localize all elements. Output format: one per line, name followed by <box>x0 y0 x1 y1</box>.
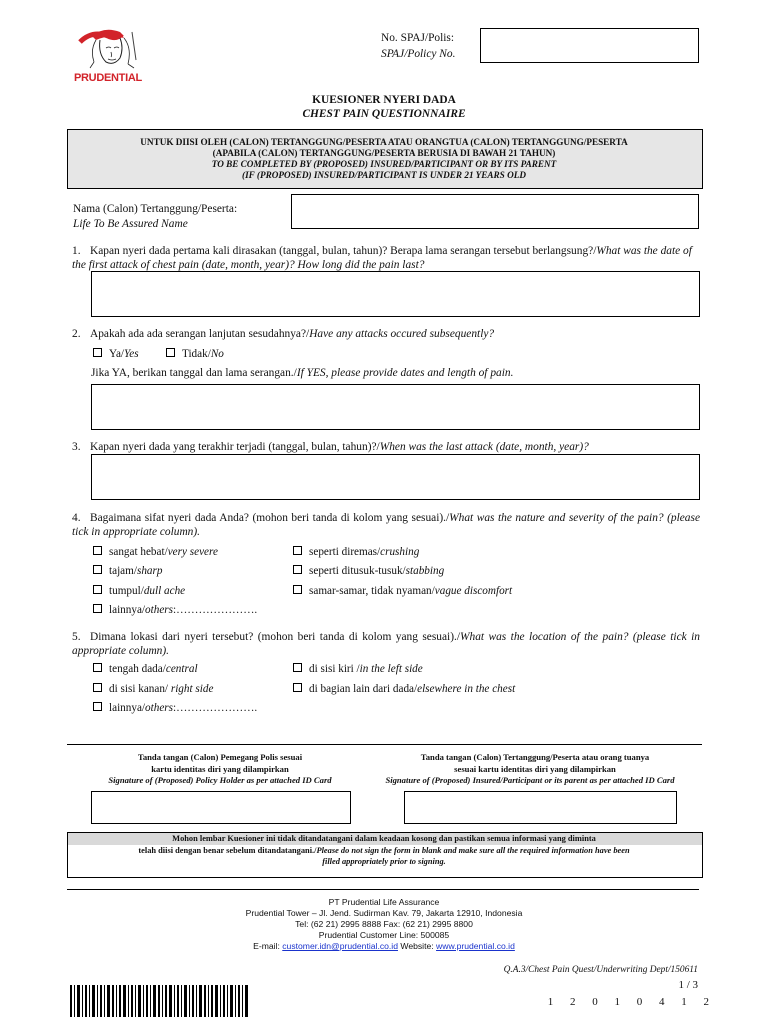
notice-line-2: telah diisi dengan benar sebelum ditandatangani./Please do not sign the form in blank and make sure all the required information have been <box>138 846 630 855</box>
q4-option-dull-ache[interactable]: tumpul/dull ache <box>93 584 185 598</box>
q4-option-others[interactable]: lainnya/others:…………………. <box>93 603 257 617</box>
q2-no-checkbox[interactable] <box>166 348 175 357</box>
q4-option-sharp[interactable]: tajam/sharp <box>93 564 162 578</box>
notice-line-3: filled appropriately prior to signing. <box>322 857 446 866</box>
left-signature-caption-1: Tanda tangan (Calon) Pemegang Polis sesuai <box>137 752 303 762</box>
checkbox[interactable] <box>93 683 102 692</box>
checkbox[interactable] <box>293 683 302 692</box>
barcode <box>70 985 250 1022</box>
brand-name: PRUDENTIAL <box>74 72 142 84</box>
question-1-answer[interactable] <box>91 271 700 317</box>
question-5: 5. Dimana lokasi dari nyeri tersebut? (mohon beri tanda di kolom yang sesuai)./What was the location of the pain? (please tick in appropriate column). <box>72 631 700 657</box>
checkbox[interactable] <box>93 585 102 594</box>
barcode-icon <box>70 985 250 1017</box>
notice-line-1: Mohon lembar Kuesioner ini tidak ditandatangani dalam keadaan kosong dan pastikan semua informasi yang diminta <box>172 834 596 843</box>
left-signature-caption-2: kartu identitas diri yang dilampirkan <box>151 764 289 774</box>
footer-phone: Tel: (62 21) 2995 8888 Fax: (62 21) 2995 8800 <box>295 919 473 929</box>
question-3-answer[interactable] <box>91 454 700 500</box>
q5-option-left-side[interactable]: di sisi kiri /in the left side <box>293 662 423 676</box>
checkbox[interactable] <box>93 565 102 574</box>
q4-option-very-severe[interactable]: sangat hebat/very severe <box>93 545 218 559</box>
footer-contact: E-mail: customer.idn@prudential.co.id Website: www.prudential.co.id <box>253 941 515 951</box>
footer-company: PT Prudential Life Assurance <box>328 897 440 907</box>
question-3: 3. Kapan nyeri dada yang terakhir terjadi (tanggal, bulan, tahun)?/When was the last attack (date, month, year)? <box>72 441 589 453</box>
form-title-en: CHEST PAIN QUESTIONNAIRE <box>302 108 466 120</box>
q2-yes-checkbox[interactable] <box>93 348 102 357</box>
checkbox[interactable] <box>293 565 302 574</box>
q5-option-others[interactable]: lainnya/others:…………………. <box>93 701 257 715</box>
q4-option-crushing[interactable]: seperti diremas/crushing <box>293 545 419 559</box>
insured-signature-field[interactable] <box>404 791 677 824</box>
form-title: KUESIONER NYERI DADA <box>312 94 456 106</box>
footer-divider <box>67 889 699 890</box>
checkbox[interactable] <box>93 604 102 613</box>
question-1: 1. Kapan nyeri dada pertama kali dirasakan (tanggal, bulan, tahun)? Berapa lama serangan tersebut berlangsung?/What was the date of the first attack of chest pain (date, month, year)? How long did the pain last? <box>72 245 692 271</box>
question-4: 4. Bagaimana sifat nyeri dada Anda? (mohon beri tanda di kolom yang sesuai)./What was the nature and severity of the pain? (please tick in appropriate column). <box>72 512 700 538</box>
checkbox[interactable] <box>93 663 102 672</box>
q4-option-stabbing[interactable]: seperti ditusuk-tusuk/stabbing <box>293 564 444 578</box>
checkbox[interactable] <box>93 546 102 555</box>
checkbox[interactable] <box>293 585 302 594</box>
instruction-line-3: TO BE COMPLETED BY (PROPOSED) INSURED/PARTICIPANT OR BY ITS PARENT <box>211 159 557 169</box>
signature-divider <box>67 744 702 745</box>
policy-no-field[interactable] <box>480 28 699 63</box>
form-code: 1 2 0 1 0 4 1 2 <box>547 996 716 1008</box>
footer-address: Prudential Tower – Jl. Jend. Sudirman Kav. 79, Jakarta 12910, Indonesia <box>245 908 523 918</box>
q2-yes-option[interactable]: Ya/Yes <box>93 347 139 361</box>
q5-option-elsewhere[interactable]: di bagian lain dari dada/elsewhere in the chest <box>293 682 515 696</box>
question-2: 2. Apakah ada ada serangan lanjutan sesudahnya?/Have any attacks occured subsequently? <box>72 328 495 340</box>
instruction-line-2: (APABILA (CALON) TERTANGGUNG/PESERTA BERUSIA DI BAWAH 21 TAHUN) <box>212 148 556 158</box>
q5-option-right-side[interactable]: di sisi kanan/ right side <box>93 682 213 696</box>
policy-no-label: No. SPAJ/Polis: SPAJ/Policy No. <box>381 32 456 60</box>
footer-customer-line: Prudential Customer Line: 500085 <box>318 930 450 940</box>
checkbox[interactable] <box>293 663 302 672</box>
q2-no-option[interactable]: Tidak/No <box>166 347 224 361</box>
policy-holder-signature-field[interactable] <box>91 791 351 824</box>
email-link[interactable]: customer.idn@prudential.co.id <box>282 941 398 951</box>
checkbox[interactable] <box>293 546 302 555</box>
right-signature-caption-1: Tanda tangan (Calon) Tertanggung/Peserta atau orang tuanya <box>420 752 650 762</box>
q5-option-central[interactable]: tengah dada/central <box>93 662 198 676</box>
prudential-logo <box>70 24 150 88</box>
document-reference: Q.A.3/Chest Pain Quest/Underwriting Dept/150611 <box>503 965 698 975</box>
left-signature-caption-3: Signature of (Proposed) Policy Holder as per attached ID Card <box>108 775 332 785</box>
page-number: 1 / 3 <box>678 979 698 991</box>
right-signature-caption-3: Signature of (Proposed) Insured/Participant or its parent as per attached ID Card <box>385 775 675 785</box>
right-signature-caption-2: sesuai kartu identitas diri yang dilampirkan <box>454 764 616 774</box>
instruction-line-1: UNTUK DIISI OLEH (CALON) TERTANGGUNG/PESERTA ATAU ORANGTUA (CALON) TERTANGGUNG/PESERTA <box>140 137 628 147</box>
website-link[interactable]: www.prudential.co.id <box>436 941 515 951</box>
prudence-portrait-logo <box>70 24 150 70</box>
checkbox[interactable] <box>93 702 102 711</box>
name-label: Nama (Calon) Tertanggung/Peserta: Life To Be Assured Name <box>73 203 238 230</box>
name-field[interactable] <box>291 194 699 229</box>
question-2-answer[interactable] <box>91 384 700 430</box>
q2-followup: Jika YA, berikan tanggal dan lama serangan./If YES, please provide dates and length of pain. <box>91 367 514 379</box>
instruction-line-4: (IF (PROPOSED) INSURED/PARTICIPANT IS UNDER 21 YEARS OLD <box>242 170 526 180</box>
q4-option-vague-discomfort[interactable]: samar-samar, tidak nyaman/vague discomfort <box>293 584 512 598</box>
